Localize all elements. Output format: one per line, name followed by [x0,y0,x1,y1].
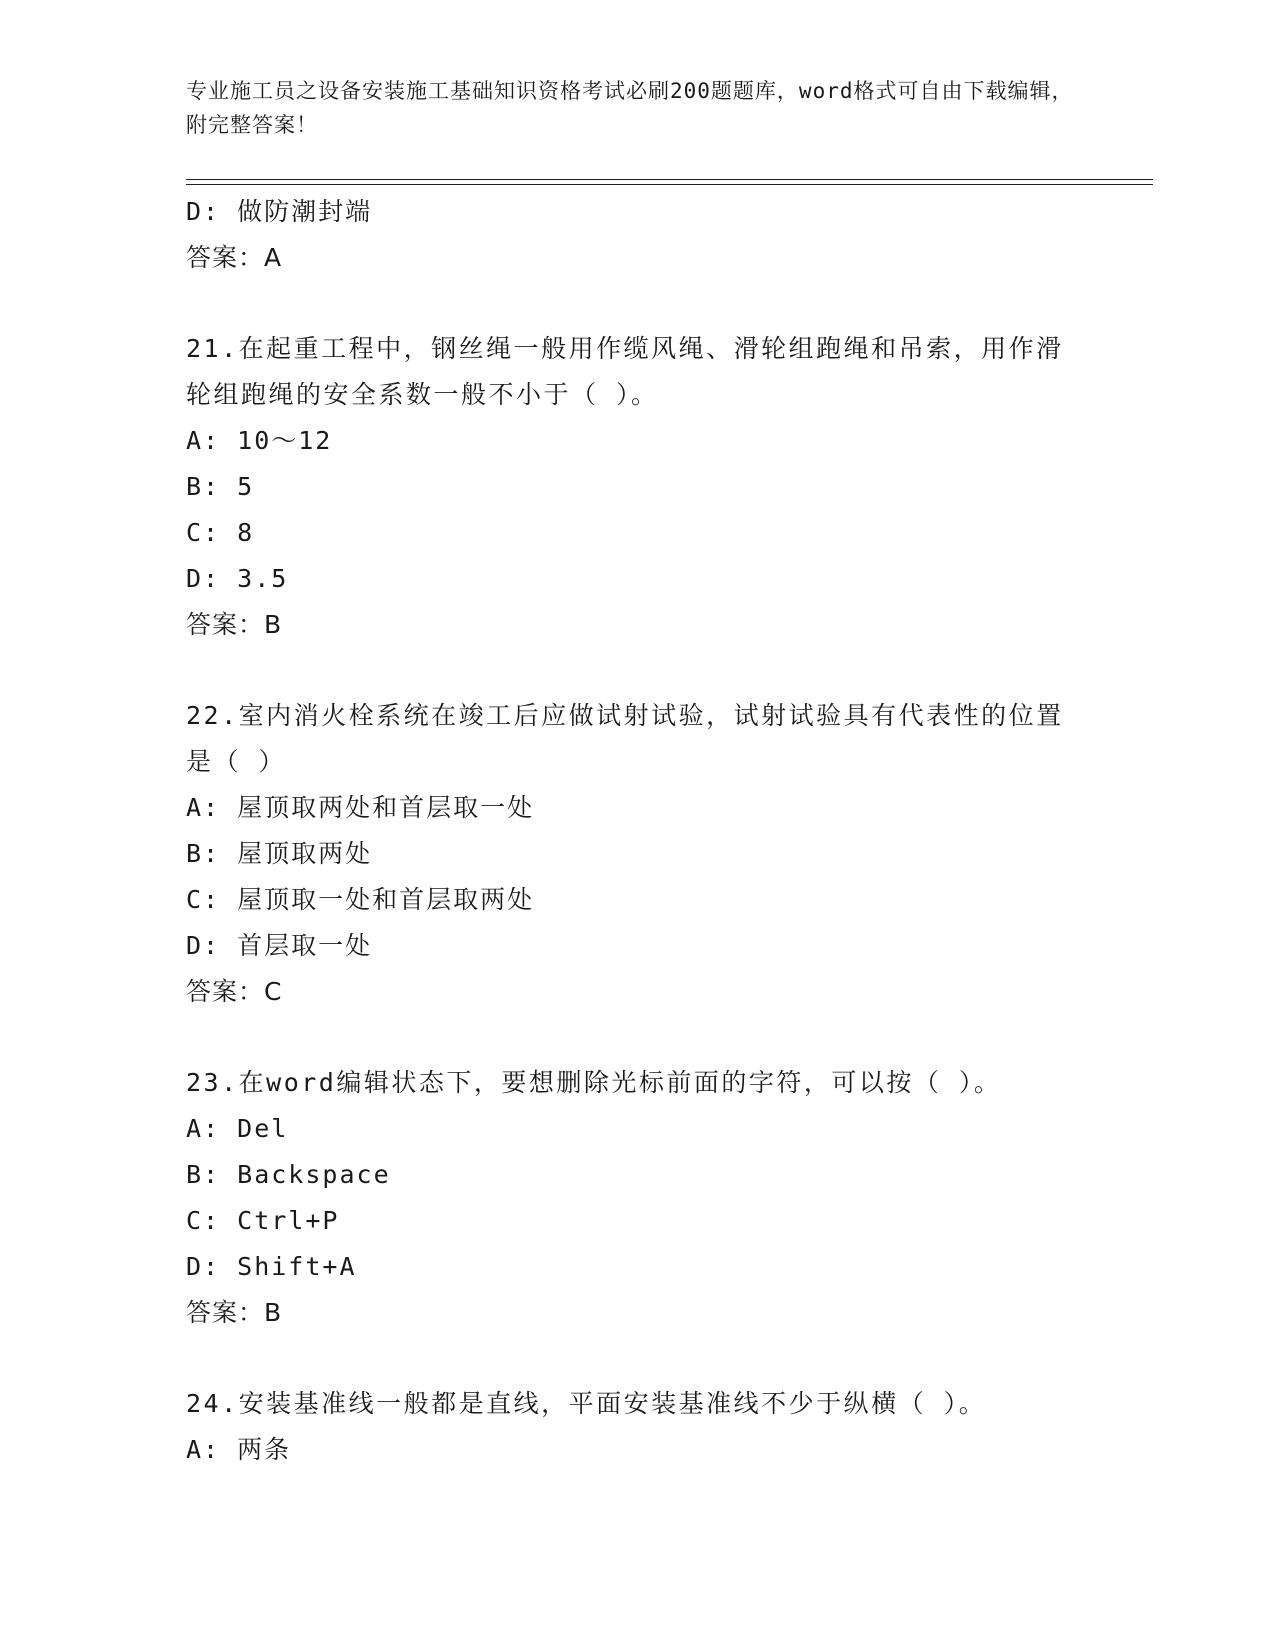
option-d: D: 做防潮封端 [186,197,373,226]
option-a: A: 10～12 [186,426,333,455]
option-a: A: 两条 [186,1435,292,1464]
option-d: D: 3.5 [186,564,289,593]
header-divider-bottom [186,184,1153,185]
option-a: A: 屋顶取两处和首层取一处 [186,793,535,822]
question-stem: 21.在起重工程中，钢丝绳一般用作缆风绳、滑轮组跑绳和吊索，用作滑轮组跑绳的安全系数一般不小于（ ）。 [186,334,1064,409]
question-block [186,693,1086,1015]
question-stem: 23.在word编辑状态下，要想删除光标前面的字符，可以按（ ）。 [186,1068,1002,1097]
answer-line: 答案：C [186,977,283,1006]
spacer [186,648,1086,693]
header-divider-top [186,179,1153,180]
spacer [186,1336,1086,1381]
option-c: C: 屋顶取一处和首层取两处 [186,885,535,914]
option-c: C: 8 [186,518,255,547]
answer-line: 答案：B [186,610,283,639]
document-body [186,189,1086,1473]
option-b: B: 屋顶取两处 [186,839,373,868]
question-block [186,1381,1086,1473]
document-header [186,74,1086,142]
spacer [186,281,1086,326]
option-d: D: 首层取一处 [186,931,373,960]
spacer [186,1015,1086,1060]
question-stem: 24.安装基准线一般都是直线，平面安装基准线不少于纵横（ ）。 [186,1389,987,1418]
answer-line: 答案：B [186,1298,283,1327]
document-title: 专业施工员之设备安装施工基础知识资格考试必刷200题题库，word格式可自由下载编辑，附完整答案！ [186,79,1074,137]
option-a: A: Del [186,1114,289,1143]
answer-line: 答案：A [186,243,283,272]
question-block [186,326,1086,648]
question-stem: 22.室内消火栓系统在竣工后应做试射试验，试射试验具有代表性的位置是（ ） [186,701,1064,776]
question-block [186,189,1086,281]
option-d: D: Shift+A [186,1252,357,1281]
option-c: C: Ctrl+P [186,1206,340,1235]
question-block [186,1060,1086,1336]
option-b: B: Backspace [186,1160,391,1189]
option-b: B: 5 [186,472,255,501]
